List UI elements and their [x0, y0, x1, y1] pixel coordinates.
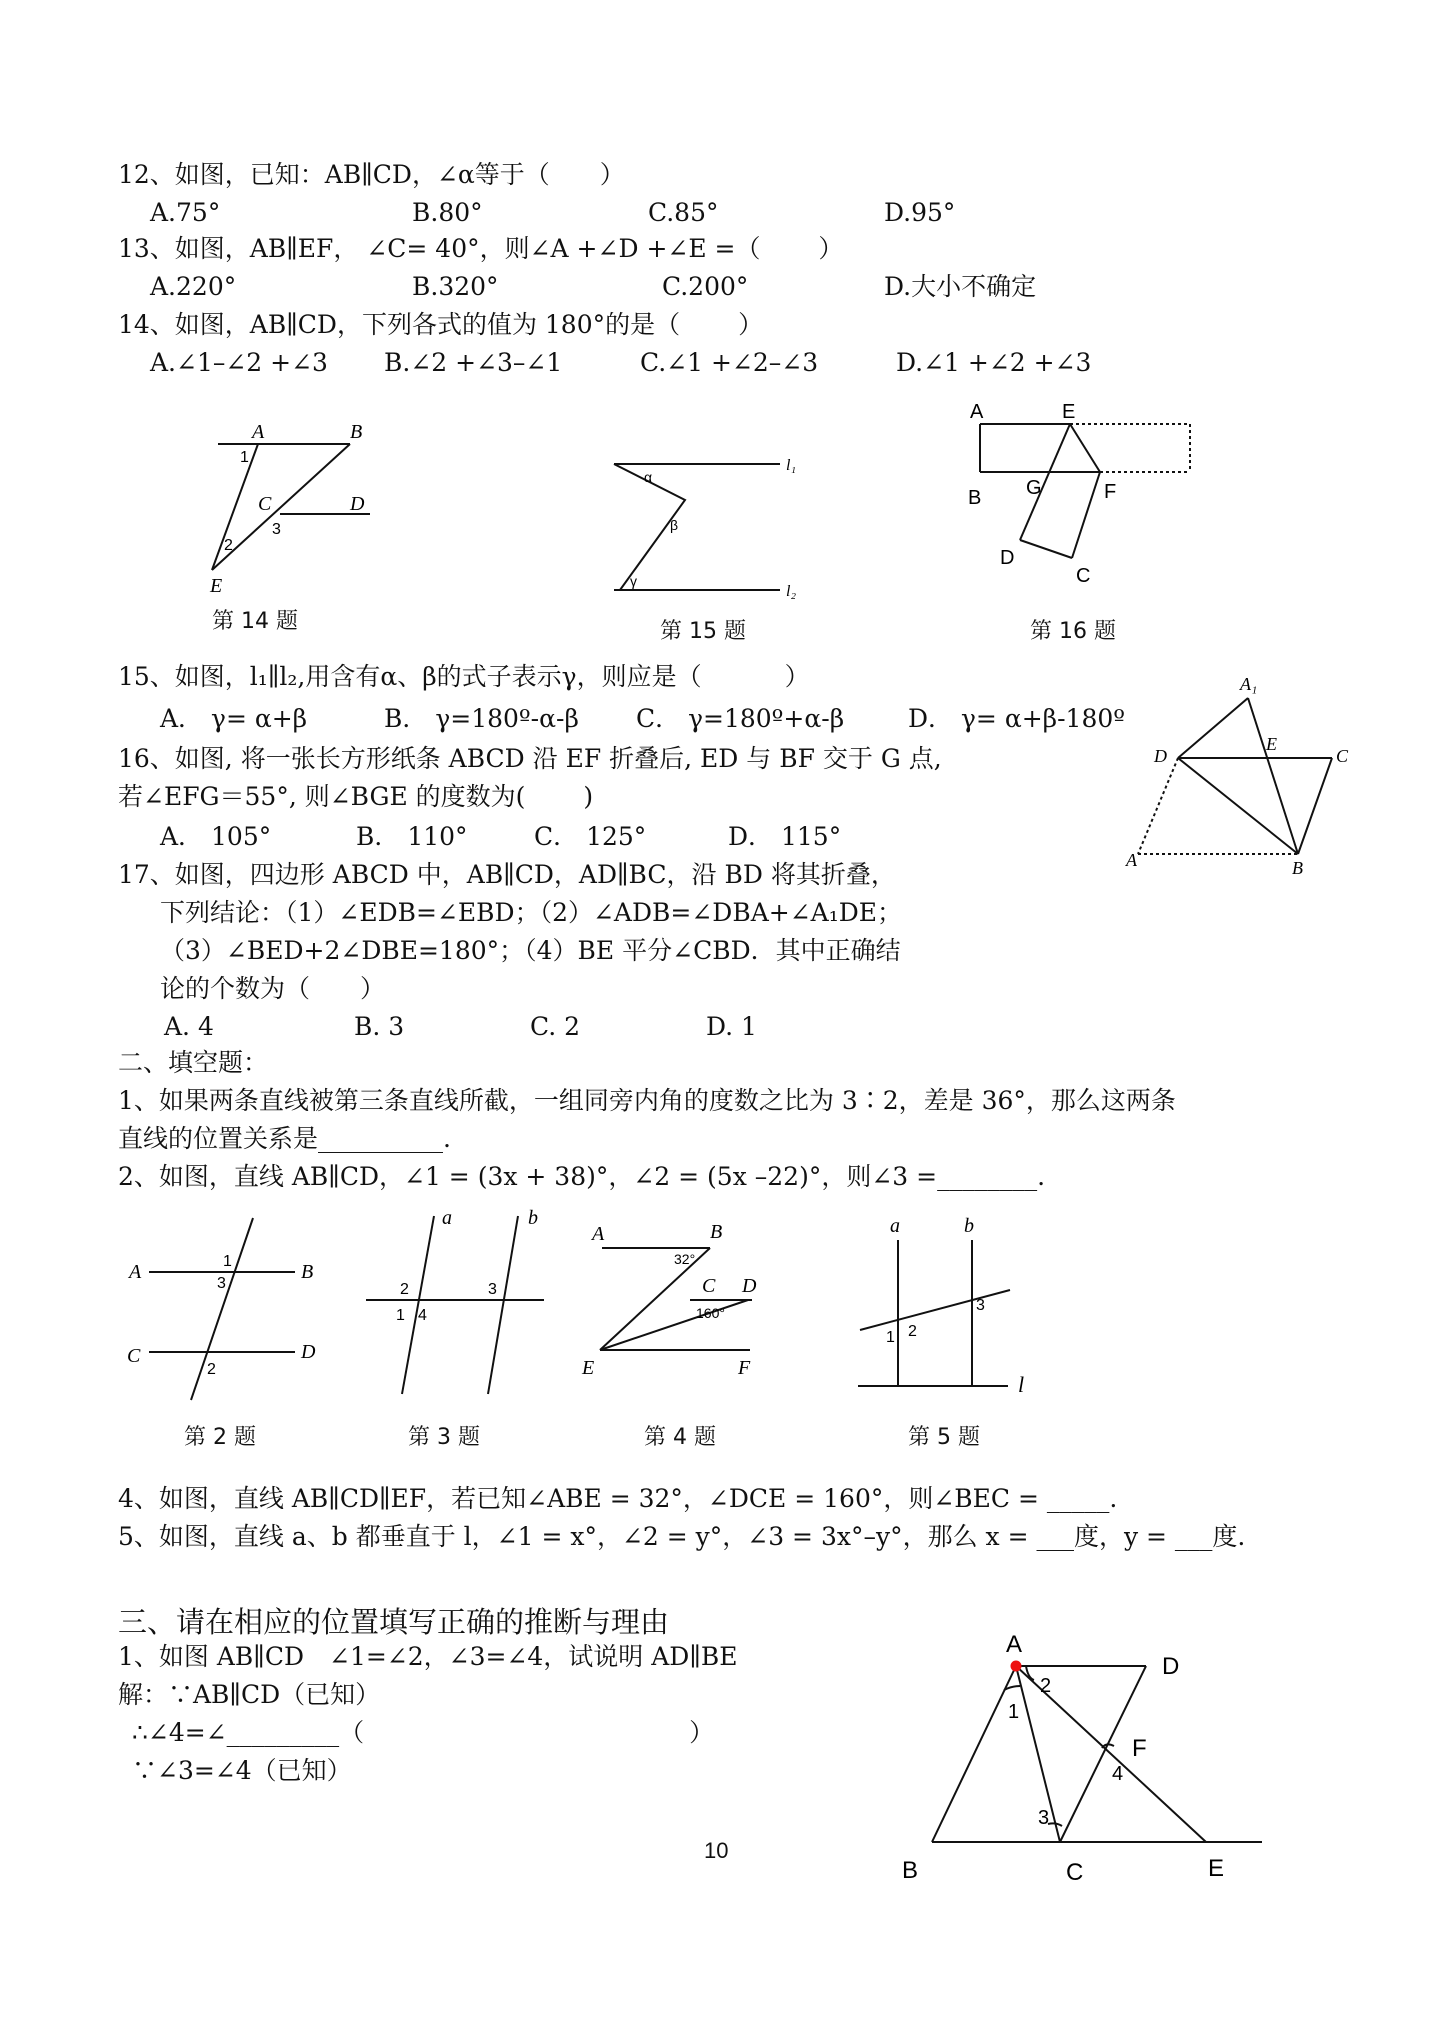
q17-option-d: D. 1 — [706, 1012, 757, 1041]
figure-stroke — [1178, 698, 1248, 758]
fig3-angle-2: 2 — [400, 1281, 409, 1298]
q13-stem: 13、如图，AB∥EF， ∠C= 40°，则∠A +∠D +∠E =（ ） — [118, 234, 844, 263]
caption-fill2: 第 2 题 — [184, 1425, 256, 1450]
q16-option-c: C． 125° — [534, 822, 647, 851]
q14-option-d: D.∠1 +∠2 +∠3 — [896, 348, 1092, 377]
q15-option-b: B． γ=180º-α-β — [384, 704, 579, 733]
fig4-label-B: B — [710, 1221, 723, 1243]
fig-s3-angle-3: 3 — [1038, 1807, 1050, 1829]
q17-stem-line3: （3）∠BED+2∠DBE=180°；（4）BE 平分∠CBD．其中正确结 — [160, 936, 901, 965]
figure-stroke — [488, 1216, 518, 1394]
fig16-label-G: G — [1026, 477, 1042, 499]
fig14-angle-1: 1 — [240, 449, 249, 466]
fig14-angle-2: 2 — [224, 537, 233, 554]
fig4-label-A: A — [592, 1223, 605, 1245]
fig-s3-label-F: F — [1132, 1735, 1147, 1762]
q15-stem: 15、如图，l₁∥l₂,用含有α、β的式子表示γ，则应是（ ） — [118, 662, 810, 691]
fig2-label-C: C — [127, 1345, 141, 1367]
fig17-label-A1: A₁ — [1240, 674, 1258, 694]
fig2-label-D: D — [301, 1341, 316, 1363]
q17-option-a: A. 4 — [164, 1012, 214, 1041]
figure-stroke — [1020, 540, 1072, 558]
q17-option-c: C. 2 — [530, 1012, 581, 1041]
fill2: 2、如图，直线 AB∥CD，∠1 = (3x + 38)°，∠2 = (5x –22)°，则∠3 =________. — [118, 1162, 1046, 1191]
fig4-label-D: D — [742, 1275, 757, 1297]
q13-option-d: D.大小不确定 — [884, 272, 1037, 301]
caption-q14: 第 14 题 — [212, 609, 298, 634]
q12-option-b: B.80° — [412, 198, 483, 227]
fill5: 5、如图，直线 a、b 都垂直于 l，∠1 = x°，∠2 = y°，∠3 = 3x°–y°，那么 x = ___度，y = ___度. — [118, 1522, 1246, 1551]
fig-s3-label-C: C — [1066, 1859, 1084, 1886]
figure-stroke — [860, 1290, 1010, 1330]
fig17-label-C: C — [1336, 746, 1349, 766]
section2-title: 二、填空题： — [118, 1048, 269, 1077]
q14-option-b: B.∠2 +∠3–∠1 — [384, 348, 563, 377]
q15-option-a: A． γ= α+β — [160, 704, 308, 733]
fill4: 4、如图，直线 AB∥CD∥EF，若已知∠ABE = 32°，∠DCE = 160°，则∠BEC = _____. — [118, 1484, 1118, 1513]
q14-stem: 14、如图，AB∥CD，下列各式的值为 180°的是（ ） — [118, 310, 764, 339]
fig16-label-C: C — [1076, 565, 1091, 587]
q17-stem-line2: 下列结论：（1）∠EDB=∠EBD；（2）∠ADB=∠DBA+∠A₁DE； — [160, 898, 903, 927]
caption-fill4: 第 4 题 — [644, 1425, 716, 1450]
fig15-angle-gamma: γ — [630, 573, 637, 589]
figure-section3 — [896, 1628, 1276, 1898]
fig3-label-b: b — [528, 1207, 538, 1229]
figure-stroke — [1072, 472, 1100, 558]
fig2-label-A: A — [129, 1261, 142, 1283]
fig5-label-a: a — [890, 1215, 900, 1237]
figure-q17 — [1118, 670, 1358, 890]
figure-fill2 — [125, 1212, 335, 1412]
section3-title: 三、请在相应的位置填写正确的推断与理由 — [118, 1605, 670, 1639]
q12-option-d: D.95° — [884, 198, 956, 227]
figure-stroke — [1248, 698, 1298, 854]
fig-s3-label-A: A — [1006, 1631, 1023, 1658]
q15-option-d: D． γ= α+β-180º — [908, 704, 1126, 733]
caption-q16: 第 16 题 — [1030, 619, 1116, 644]
section3-line2: ∴∠4=∠_________（ ） — [132, 1718, 715, 1747]
figure-fill4 — [578, 1218, 778, 1398]
q16-option-a: A． 105° — [160, 822, 272, 851]
section3-problem: 1、如图 AB∥CD ∠1=∠2，∠3=∠4，试说明 AD∥BE — [118, 1642, 738, 1671]
fig15-label-l2: l₂ — [786, 583, 797, 600]
caption-fill5: 第 5 题 — [908, 1425, 980, 1450]
fig2-label-B: B — [301, 1261, 314, 1283]
fig16-label-F: F — [1104, 481, 1117, 503]
fig5-angle-1: 1 — [886, 1329, 895, 1346]
fig4-label-E: E — [582, 1357, 595, 1379]
point-A-dot — [1011, 1661, 1021, 1671]
figure-stroke — [1070, 424, 1100, 472]
fig-s3-angle-2: 2 — [1040, 1675, 1052, 1697]
fig16-label-D: D — [1000, 547, 1015, 569]
figure-stroke — [1298, 758, 1332, 854]
q12-option-c: C.85° — [648, 198, 719, 227]
fig-s3-angle-1: 1 — [1008, 1701, 1020, 1723]
fig14-label-B: B — [350, 421, 363, 443]
q14-option-c: C.∠1 +∠2–∠3 — [640, 348, 819, 377]
fig17-label-E: E — [1266, 734, 1277, 754]
fig5-angle-3: 3 — [976, 1297, 985, 1314]
figure-q14 — [200, 410, 390, 600]
section3-line1: 解：∵AB∥CD（已知） — [118, 1680, 381, 1709]
q13-option-b: B.320° — [412, 272, 499, 301]
fig16-label-A: A — [970, 401, 984, 423]
fig3-angle-4: 4 — [418, 1307, 427, 1324]
fig14-label-D: D — [350, 493, 365, 515]
fill1-line2: 直线的位置关系是__________. — [118, 1124, 451, 1153]
fig4-angle-160: 160° — [696, 1305, 725, 1321]
q16-option-d: D． 115° — [728, 822, 842, 851]
fill1-line1: 1、如果两条直线被第三条直线所截，一组同旁内角的度数之比为 3∶2，差是 36°，那么这两条 — [118, 1086, 1176, 1115]
figure-stroke — [1178, 758, 1298, 854]
q16-stem-line2: 若∠EFG＝55°, 则∠BGE 的度数为( ) — [118, 782, 594, 811]
fig16-label-B: B — [968, 487, 982, 509]
caption-q15: 第 15 题 — [660, 619, 746, 644]
fig2-angle-1: 1 — [223, 1253, 232, 1270]
fig17-label-D: D — [1154, 746, 1167, 766]
fig15-label-l1: l₁ — [786, 457, 797, 474]
fig3-label-a: a — [442, 1207, 452, 1229]
fig14-label-A: A — [252, 421, 265, 443]
fig2-angle-3: 3 — [217, 1275, 226, 1292]
fig-s3-angle-4: 4 — [1112, 1763, 1124, 1785]
fig-s3-label-E: E — [1208, 1855, 1225, 1882]
fig5-label-b: b — [964, 1215, 974, 1237]
q15-option-c: C． γ=180º+α-β — [636, 704, 845, 733]
q17-option-b: B. 3 — [354, 1012, 405, 1041]
figure-stroke — [1026, 1666, 1034, 1680]
figure-fill3 — [362, 1204, 562, 1414]
fig14-angle-3: 3 — [272, 521, 281, 538]
fig15-angle-alpha: α — [644, 469, 653, 485]
fig5-label-l: l — [1018, 1372, 1025, 1397]
page-number: 10 — [704, 1838, 729, 1863]
figure-stroke — [932, 1666, 1016, 1842]
figure-stroke — [402, 1216, 434, 1394]
q13-option-a: A.220° — [150, 272, 237, 301]
figure-stroke — [212, 444, 258, 570]
figure-stroke — [600, 1300, 748, 1350]
fig3-angle-3: 3 — [488, 1281, 497, 1298]
q16-stem-line1: 16、如图, 将一张长方形纸条 ABCD 沿 EF 折叠后, ED 与 BF 交于 G 点, — [118, 744, 942, 773]
figure-q16 — [960, 402, 1200, 592]
fig-s3-label-D: D — [1162, 1653, 1180, 1680]
fig14-label-C: C — [258, 493, 272, 515]
fig14-label-E: E — [210, 575, 223, 597]
fig4-label-C: C — [702, 1275, 716, 1297]
fig-s3-label-B: B — [902, 1857, 919, 1884]
fig5-angle-2: 2 — [908, 1323, 917, 1340]
q17-stem-line4: 论的个数为（ ） — [160, 974, 386, 1003]
figure-stroke — [191, 1218, 253, 1400]
q14-option-a: A.∠1–∠2 +∠3 — [150, 348, 328, 377]
fig4-label-F: F — [738, 1357, 751, 1379]
fig4-angle-32: 32° — [674, 1251, 696, 1267]
q12-option-a: A.75° — [150, 198, 221, 227]
figure-q15 — [600, 450, 820, 600]
fig16-label-E: E — [1062, 401, 1076, 423]
q16-option-b: B． 110° — [356, 822, 468, 851]
section3-line3: ∵∠3=∠4（已知） — [132, 1756, 352, 1785]
figure-stroke — [1138, 758, 1178, 854]
caption-fill3: 第 3 题 — [408, 1425, 480, 1450]
q13-option-c: C.200° — [662, 272, 749, 301]
figure-fill5 — [850, 1210, 1060, 1400]
q12-stem: 12、如图，已知：AB∥CD，∠α等于（ ） — [118, 160, 625, 189]
fig17-label-A: A — [1126, 850, 1137, 870]
fig17-label-B: B — [1292, 858, 1303, 878]
fig15-angle-beta: β — [670, 517, 679, 533]
fig3-angle-1: 1 — [396, 1307, 405, 1324]
fig2-angle-2: 2 — [207, 1361, 216, 1378]
q17-stem-line1: 17、如图，四边形 ABCD 中，AB∥CD，AD∥BC，沿 BD 将其折叠， — [118, 860, 896, 889]
